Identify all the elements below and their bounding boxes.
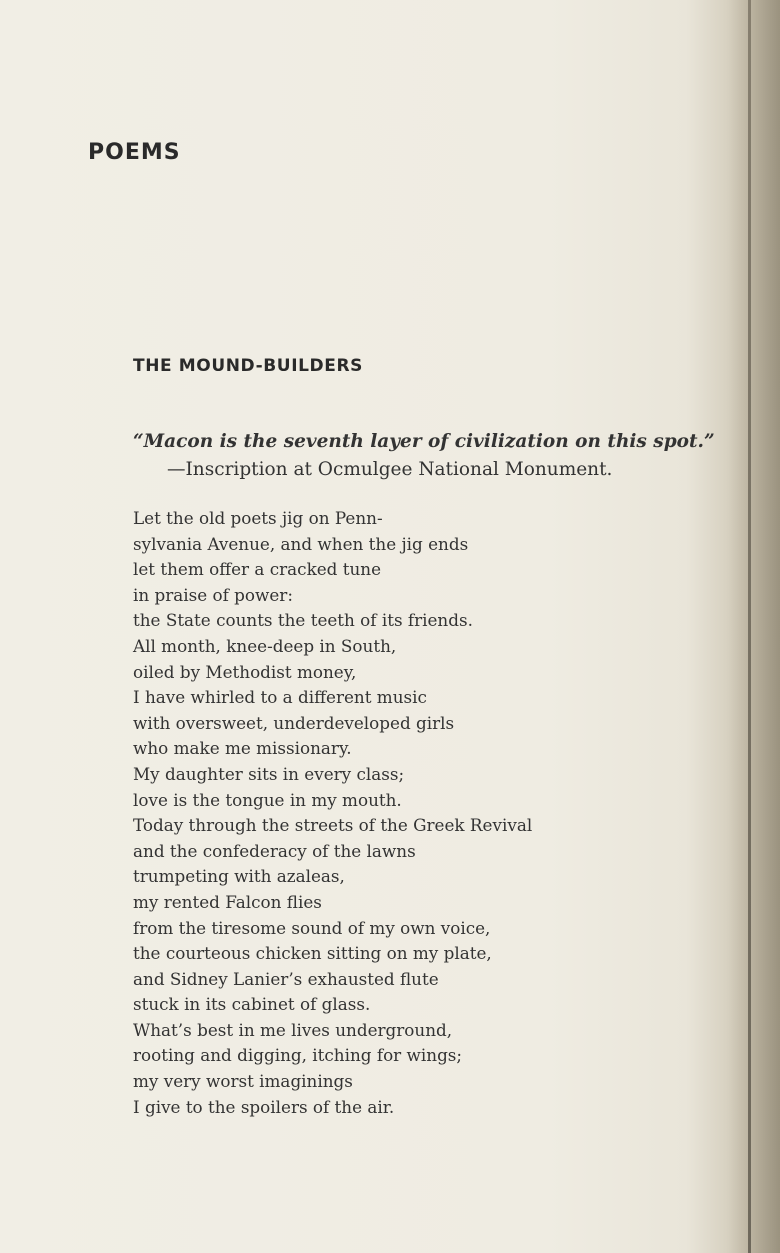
poem-line: let them offer a cracked tune <box>133 559 382 580</box>
poem-line: What’s best in me lives underground, <box>133 1019 453 1040</box>
poem-line: the courteous chicken sitting on my plate, <box>133 943 492 964</box>
poem-line: trumpeting with azaleas, <box>133 866 345 887</box>
epigraph-quote: “Macon is the seventh layer of civilization on this spot.” <box>133 431 715 452</box>
poem-line: Let the old poets jig on Penn- <box>133 508 383 528</box>
poem-line: Today through the streets of the Greek Revival <box>133 815 533 836</box>
poem-line: my rented Falcon flies <box>133 891 322 912</box>
poem-line: rooting and digging, itching for wings; <box>133 1045 463 1066</box>
page-gutter-shadow <box>728 0 780 1253</box>
poem-line: who make me missionary. <box>133 738 352 759</box>
epigraph <box>133 428 715 484</box>
poem-line: All month, knee-deep in South, <box>133 635 397 656</box>
poem-line: my very worst imaginings <box>133 1071 353 1092</box>
poem-line: and the confederacy of the lawns <box>133 840 416 861</box>
poem-title: THE MOUND-BUILDERS <box>133 356 364 376</box>
poem-line: oiled by Methodist money, <box>133 661 357 682</box>
poem-line: stuck in its cabinet of glass. <box>133 994 371 1015</box>
book-spine-edge <box>748 0 751 1253</box>
poem-line: with oversweet, underdeveloped girls <box>133 712 455 733</box>
poem-line: from the tiresome sound of my own voice, <box>133 917 491 938</box>
poem-line: My daughter sits in every class; <box>133 763 405 784</box>
poem-body <box>133 506 532 1120</box>
poem-line: the State counts the teeth of its friends. <box>133 610 473 631</box>
poem-line: love is the tongue in my mouth. <box>133 789 402 810</box>
section-title: POEMS <box>88 140 181 165</box>
poem-line: in praise of power: <box>133 584 293 605</box>
poem-line: I give to the spoilers of the air. <box>133 1096 395 1117</box>
poem-line: I have whirled to a different music <box>133 687 427 708</box>
epigraph-attribution: —Inscription at Ocmulgee National Monument. <box>167 459 613 480</box>
poem-line: sylvania Avenue, and when the jig ends <box>133 533 469 554</box>
poem-line: and Sidney Lanier’s exhausted flute <box>133 968 439 989</box>
